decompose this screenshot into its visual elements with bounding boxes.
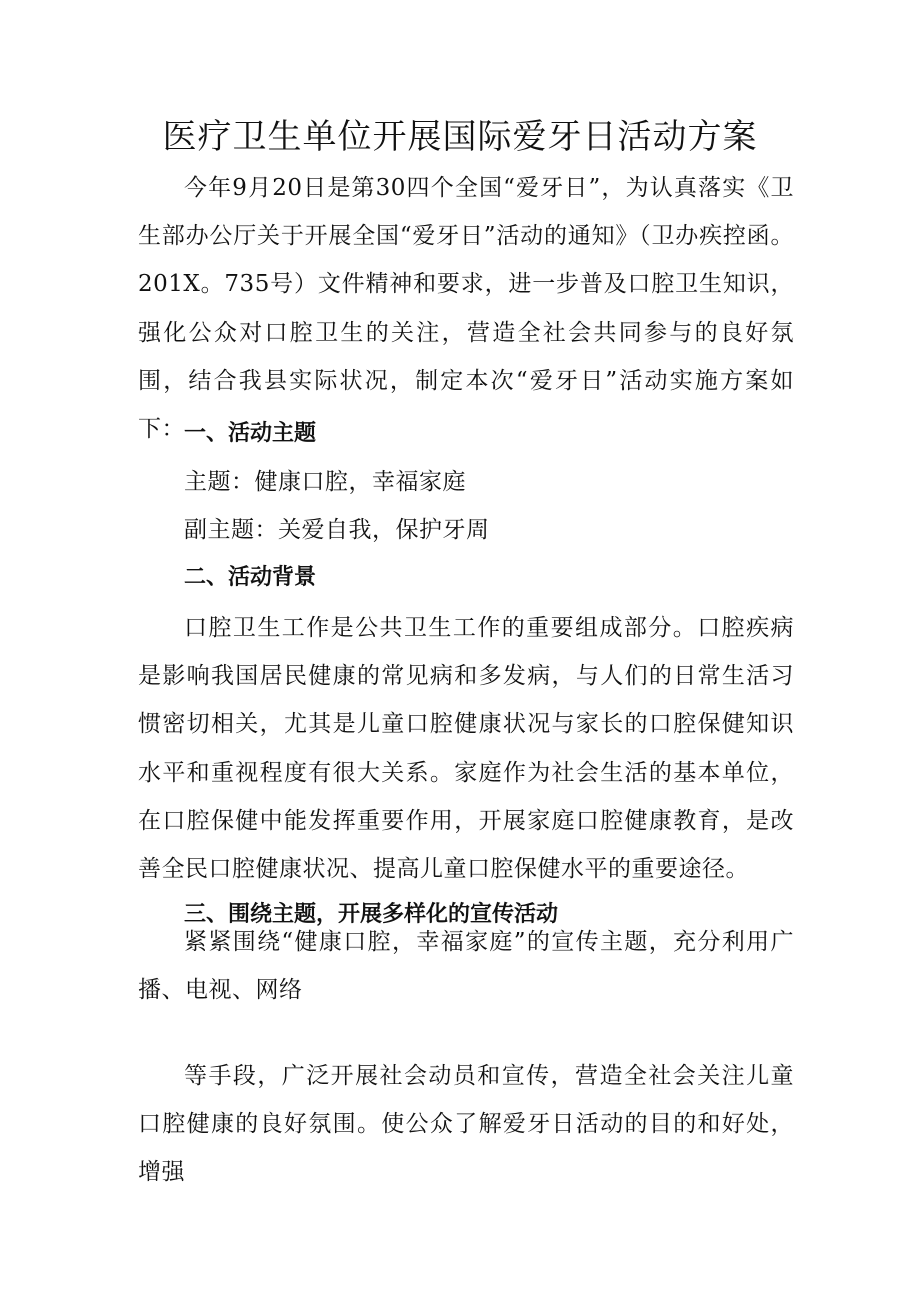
main-theme: 主题：健康口腔，幸福家庭 xyxy=(184,469,466,495)
section-3-heading: 三、围绕主题，开展多样化的宣传活动 xyxy=(184,902,559,927)
document-title: 医疗卫生单位开展国际爱牙日活动方案 xyxy=(162,117,758,157)
section-1-heading: 一、活动主题 xyxy=(184,421,317,446)
background-paragraph: 口腔卫生工作是公共卫生工作的重要组成部分。口腔疾病是影响我国居民健康的常见病和多发病，与人们的日常生活习惯密切相关，尤其是儿童口腔健康状况与家长的口腔保健知识水平和重视程度有很大关系。家庭作为社会生活的基本单位，在口腔保健中能发挥重要作用，开展家庭口腔健康教育，是改善全民口腔健康状况、提高儿童口腔保健水平的重要途径。 xyxy=(138,615,794,883)
publicity-paragraph-2: 等手段，广泛开展社会动员和宣传，营造全社会关注儿童口腔健康的良好氛围。使公众了解爱牙日活动的目的和好处，增强 xyxy=(138,1063,794,1186)
sub-theme: 副主题：关爱自我，保护牙周 xyxy=(184,517,490,543)
publicity-paragraph-1: 紧紧围绕“健康口腔，幸福家庭”的宣传主题，充分利用广播、电视、网络 xyxy=(138,929,794,1004)
intro-paragraph: 今年9月20日是第30四个全国“爱牙日”，为认真落实《卫生部办公厅关于开展全国“爱牙日”活动的通知》（卫办疾控函。201X。735号）文件精神和要求，进一步普及口腔卫生知识，强化公众对口腔卫生的关注，营造全社会共同参与的良好氛围，结合我县实际状况，制定本次“爱牙日”活动实施方案如下： xyxy=(138,175,794,443)
section-2-heading: 二、活动背景 xyxy=(184,565,317,590)
